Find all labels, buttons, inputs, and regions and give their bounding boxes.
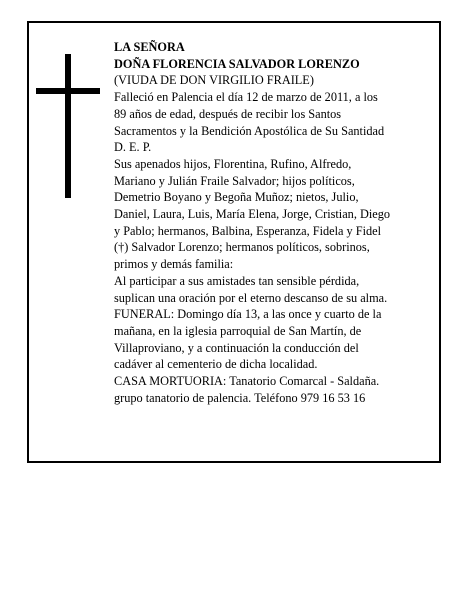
deceased-title: LA SEÑORA [114,40,185,54]
funeral-details [114,306,426,373]
rip-line: D. E. P. [114,140,152,155]
death-line: Sacramentos y la Bendición Apostólica de Su Santidad [114,123,385,138]
family-line: (†) Salvador Lorenzo; hermanos políticos, sobrinos, [114,240,370,255]
widow-of-line: (VIUDA DE DON VIRGILIO FRAILE) [114,73,314,88]
funeral-line: cadáver al cementerio de dicha localidad. [114,357,318,372]
family-line: Demetrio Boyano y Begoña Muñoz; nietos, Julio, [114,190,359,205]
deceased-name: DOÑA FLORENCIA SALVADOR LORENZO [114,56,360,71]
request-line: suplican una oración por el eterno descanso de su alma. [114,290,388,305]
death-announcement [114,89,426,156]
latin-cross-icon [36,54,100,198]
obituary-text [114,39,426,406]
request-line: Al participar a sus amistades tan sensible pérdida, [114,273,360,288]
family-line: Mariano y Julián Fraile Salvador; hijos políticos, [114,173,355,188]
funeral-line: mañana, en la iglesia parroquial de San Martín, de [114,323,362,338]
family-list [114,156,426,273]
funeral-line: FUNERAL: Domingo día 13, a las once y cuarto de la [114,307,382,322]
mortuary-details [114,373,426,406]
mortuary-phone-line: grupo tanatorio de palencia. Teléfono 979 16 53 16 [114,390,366,405]
cross-vertical-bar [65,54,71,198]
funeral-line: Villaproviano, y a continuación la conducción del [114,340,359,355]
family-line: primos y demás familia: [114,257,234,272]
death-line: Falleció en Palencia el día 12 de marzo de 2011, a los [114,90,378,105]
prayer-request [114,273,426,306]
mortuary-line: CASA MORTUORIA: Tanatorio Comarcal - Saldaña. [114,374,380,389]
death-line: 89 años de edad, después de recibir los Santos [114,106,342,121]
family-line: Sus apenados hijos, Florentina, Rufino, Alfredo, [114,156,352,171]
cross-horizontal-bar [36,88,100,94]
family-line: Daniel, Laura, Luis, María Elena, Jorge, Cristian, Diego [114,207,391,222]
family-line: y Pablo; hermanos, Balbina, Esperanza, Fidela y Fidel [114,223,382,238]
